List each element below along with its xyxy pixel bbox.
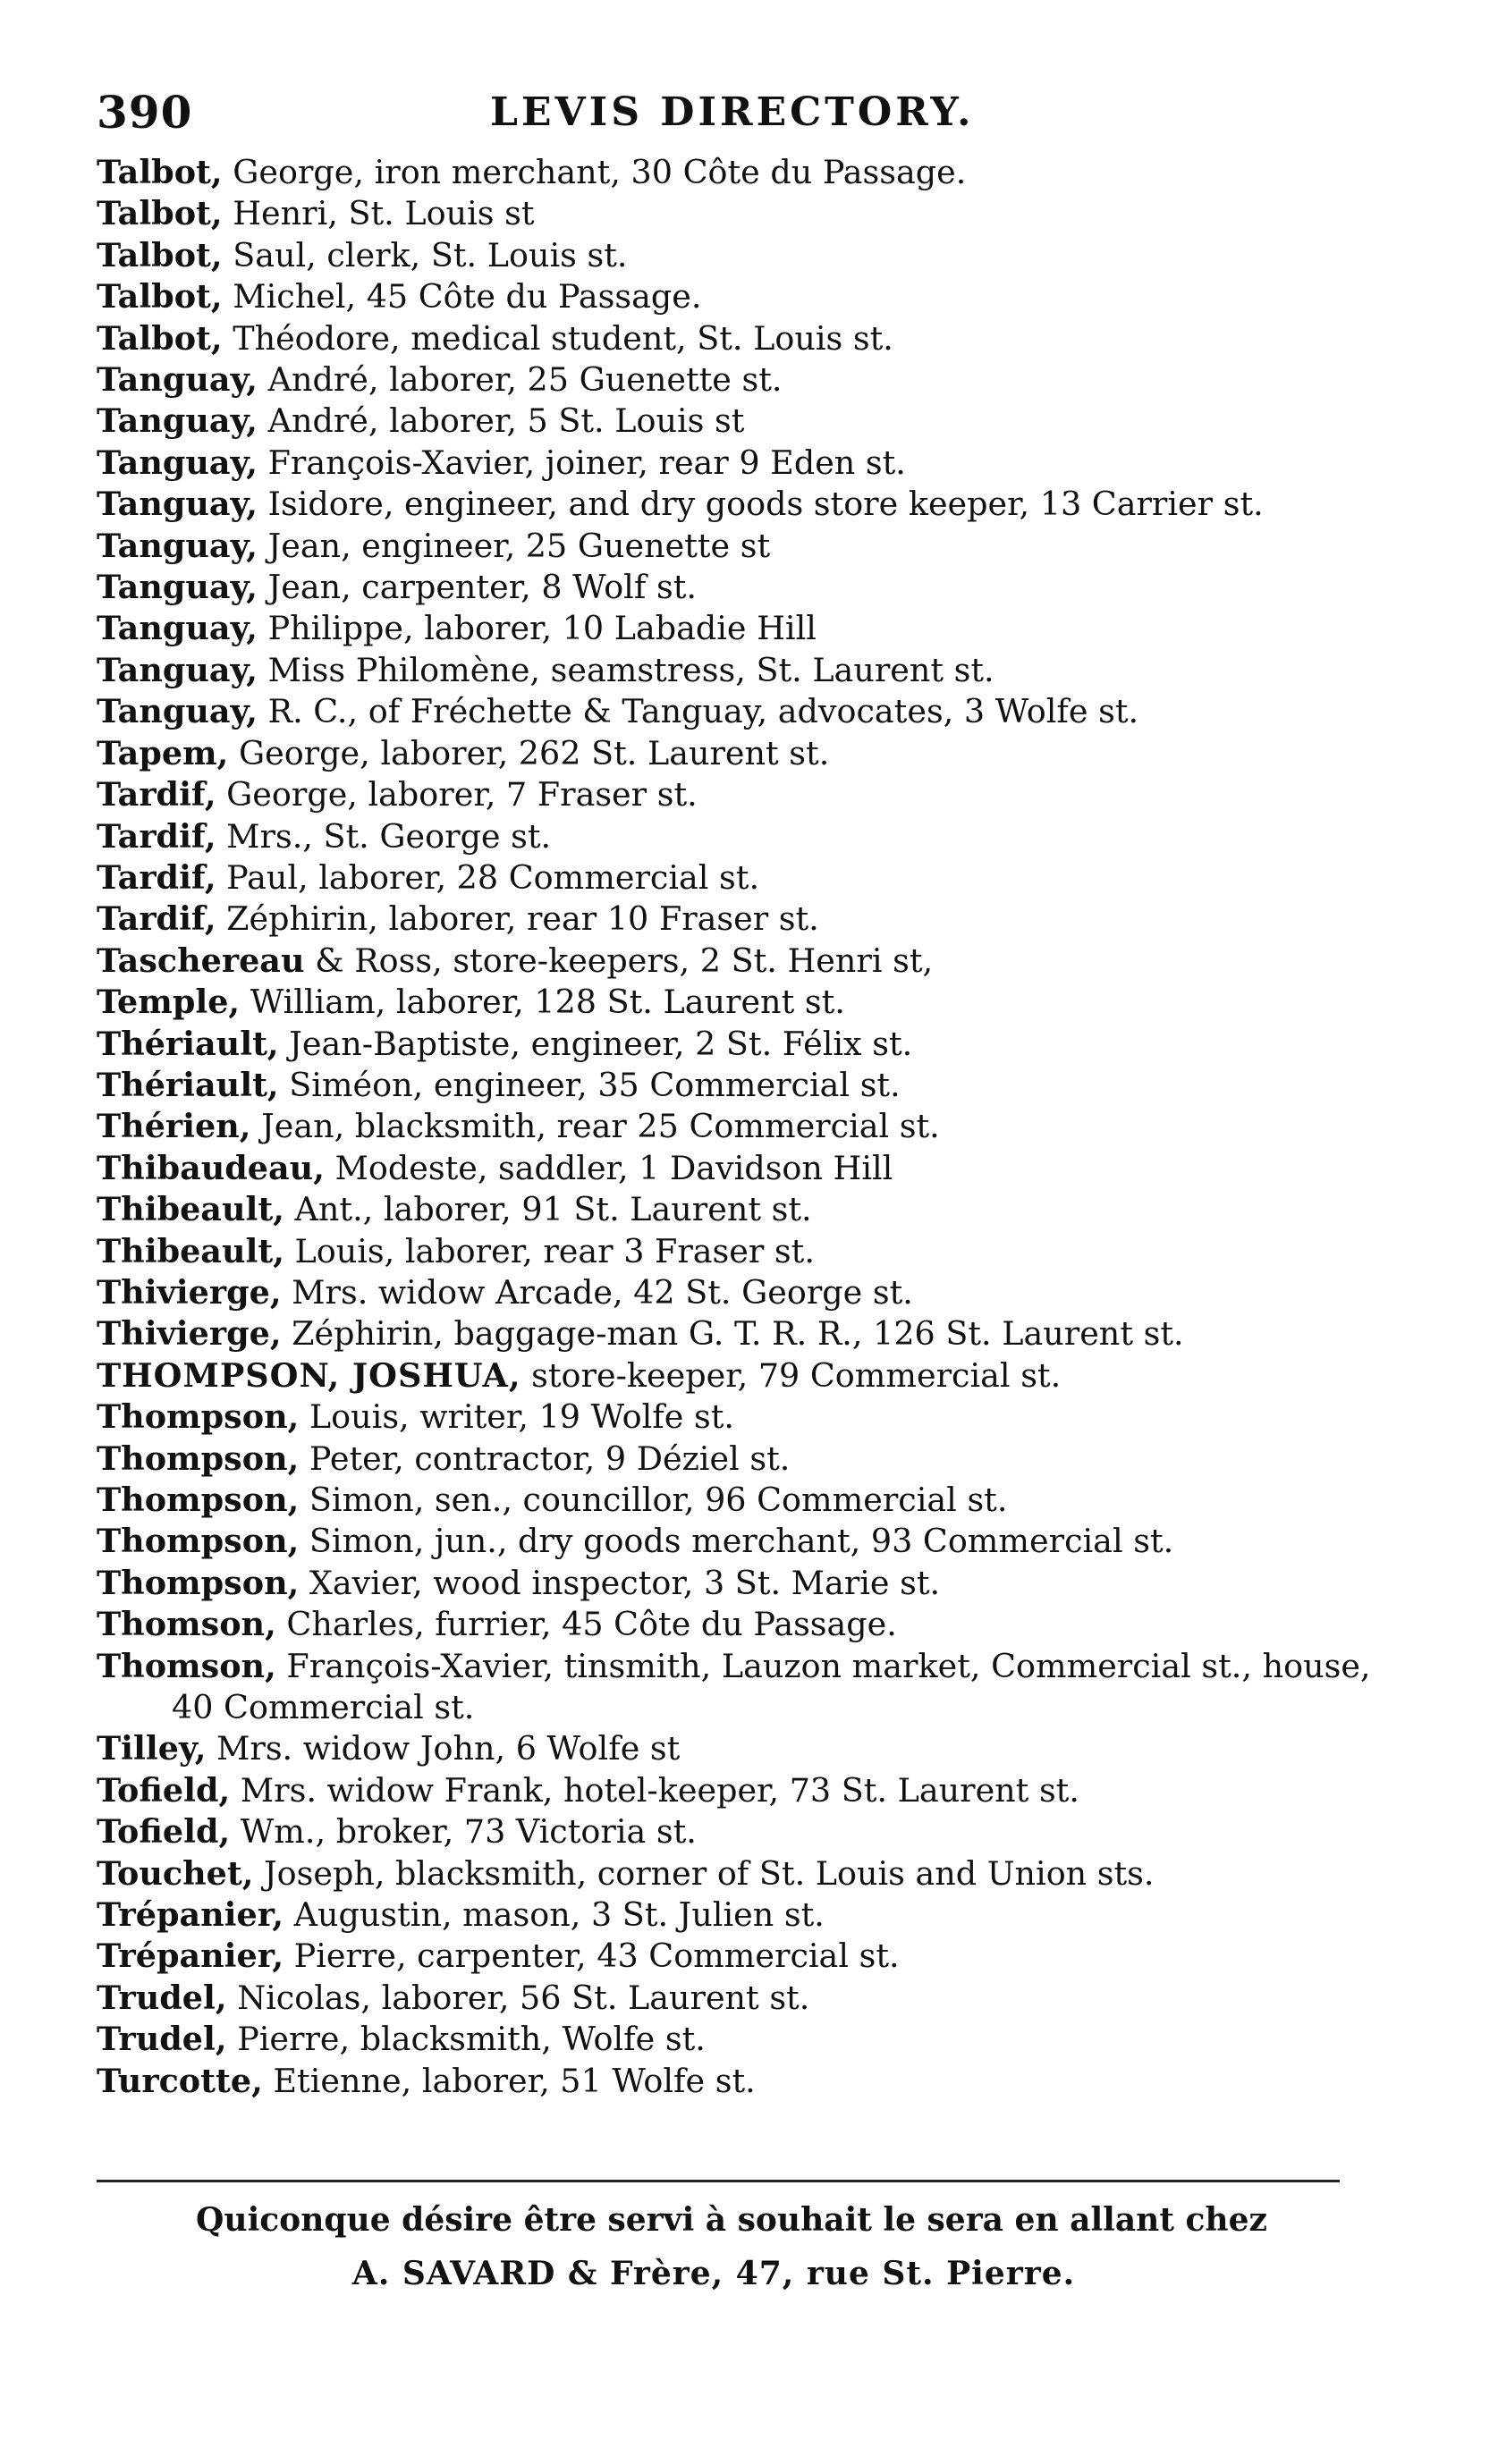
entry-details: Siméon, engineer, 35 Commercial st. xyxy=(278,1065,901,1104)
entry-details: Mrs., St. George st. xyxy=(216,816,552,856)
directory-entry xyxy=(97,1397,1384,1438)
directory-entry xyxy=(97,608,1384,649)
entry-surname: Tanguay, xyxy=(97,609,258,648)
entry-surname: Thivierge, xyxy=(97,1272,282,1312)
entry-surname: Thompson, xyxy=(97,1481,300,1519)
entry-surname: Thibeault, xyxy=(97,1231,284,1270)
entry-details: George, iron merchant, 30 Côte du Passage. xyxy=(222,153,967,191)
entry-details: Simon, sen., councillor, 96 Commercial st. xyxy=(299,1481,1008,1519)
entry-details: Charles, furrier, 45 Côte du Passage. xyxy=(275,1605,897,1644)
advertisement-footer xyxy=(97,2180,1384,2350)
entry-details: Ant., laborer, 91 St. Laurent st. xyxy=(284,1190,812,1229)
directory-entry xyxy=(97,1728,1384,1769)
entry-surname: Talbot, xyxy=(97,235,223,274)
directory-entry xyxy=(97,1231,1384,1272)
entry-details: Mrs. widow Arcade, 42 St. George st. xyxy=(281,1272,913,1312)
entry-surname: Talbot, xyxy=(97,153,223,191)
entry-surname: THOMPSON, JOSHUA, xyxy=(97,1355,521,1395)
directory-entry xyxy=(97,359,1384,401)
entry-details: Etienne, laborer, 51 Wolfe st. xyxy=(262,2061,756,2100)
advertisement-line-2: A. SAVARD & Frère, 47, rue St. Pierre. xyxy=(351,2255,1076,2292)
entry-surname: Tardif, xyxy=(97,857,216,897)
entry-surname: Thompson, xyxy=(97,1439,300,1478)
directory-entry xyxy=(97,567,1384,608)
entry-surname: Tofield, xyxy=(97,1770,231,1810)
entry-surname: Thivierge, xyxy=(97,1314,282,1354)
directory-entry xyxy=(97,1480,1384,1521)
entry-details: Henri, St. Louis st xyxy=(222,194,535,233)
directory-entry xyxy=(97,193,1384,234)
entry-details: Wm., broker, 73 Victoria st. xyxy=(230,1812,697,1852)
entry-surname: Thérien, xyxy=(97,1107,251,1146)
directory-entries xyxy=(97,152,1384,2102)
entry-surname: Tardif, xyxy=(97,775,216,814)
directory-entry xyxy=(97,1894,1384,1936)
entry-details: & Ross, store-keepers, 2 St. Henri st, xyxy=(304,941,934,980)
entry-details: Mrs. widow John, 6 Wolfe st xyxy=(206,1729,681,1768)
directory-entry xyxy=(97,650,1384,691)
entry-details: André, laborer, 25 Guenette st. xyxy=(258,360,783,400)
entry-surname: Thériault, xyxy=(97,1024,279,1063)
entry-surname: Thompson, xyxy=(97,1397,300,1437)
entry-details: Michel, 45 Côte du Passage. xyxy=(222,277,702,316)
directory-entry xyxy=(97,1978,1384,2019)
entry-details: François-Xavier, tinsmith, Lauzon market, Commercial st., house, 40 Commercial st. xyxy=(172,1646,1371,1727)
directory-entry xyxy=(97,443,1384,484)
directory-entry xyxy=(97,1355,1384,1397)
directory-entry xyxy=(97,1604,1384,1645)
entry-details: George, laborer, 7 Fraser st. xyxy=(216,775,698,814)
directory-entry xyxy=(97,1936,1384,1977)
entry-details: store-keeper, 79 Commercial st. xyxy=(520,1355,1062,1395)
entry-surname: Tofield, xyxy=(97,1812,231,1852)
entry-surname: Tanguay, xyxy=(97,401,258,441)
entry-surname: Tardif, xyxy=(97,899,216,939)
entry-surname: Tanguay, xyxy=(97,692,258,731)
entry-surname: Thompson, xyxy=(97,1522,300,1561)
entry-details: Jean, engineer, 25 Guenette st xyxy=(258,526,771,565)
entry-details: Louis, laborer, rear 3 Fraser st. xyxy=(284,1231,815,1270)
page-header xyxy=(97,86,1367,139)
directory-entry xyxy=(97,1439,1384,1480)
entry-details: Saul, clerk, St. Louis st. xyxy=(222,235,628,274)
directory-entry xyxy=(97,1770,1384,1811)
entry-surname: Taschereau xyxy=(97,941,305,980)
directory-entry xyxy=(97,816,1384,857)
entry-details: Pierre, carpenter, 43 Commercial st. xyxy=(284,1937,900,1976)
divider-rule xyxy=(97,2180,1340,2182)
entry-surname: Tanguay, xyxy=(97,650,258,689)
directory-entry xyxy=(97,857,1384,899)
directory-entry xyxy=(97,1106,1384,1147)
directory-entry xyxy=(97,318,1384,359)
entry-details: Philippe, laborer, 10 Labadie Hill xyxy=(258,609,817,648)
entry-surname: Temple, xyxy=(97,983,241,1022)
entry-surname: Tanguay, xyxy=(97,568,258,607)
entry-details: Simon, jun., dry goods merchant, 93 Commercial st. xyxy=(299,1522,1174,1561)
directory-entry xyxy=(97,941,1384,982)
entry-surname: Touchet, xyxy=(97,1853,254,1893)
directory-entry xyxy=(97,401,1384,442)
entry-details: Zéphirin, laborer, rear 10 Fraser st. xyxy=(216,899,819,939)
directory-entry xyxy=(97,1065,1384,1106)
entry-details: Peter, contractor, 9 Déziel st. xyxy=(299,1439,791,1478)
directory-entry xyxy=(97,1024,1384,1065)
entry-surname: Tanguay, xyxy=(97,360,258,400)
entry-details: Théodore, medical student, St. Louis st. xyxy=(222,318,893,358)
entry-surname: Thomson, xyxy=(97,1646,276,1685)
entry-surname: Thompson, xyxy=(97,1563,300,1602)
entry-surname: Tilley, xyxy=(97,1729,207,1768)
entry-details: Jean, carpenter, 8 Wolf st. xyxy=(258,568,697,607)
entry-details: Jean, blacksmith, rear 25 Commercial st. xyxy=(250,1107,940,1146)
entry-surname: Trépanier, xyxy=(97,1937,284,1976)
entry-surname: Thibeault, xyxy=(97,1190,284,1229)
entry-details: Paul, laborer, 28 Commercial st. xyxy=(216,857,760,897)
directory-entry xyxy=(97,774,1384,815)
entry-surname: Tanguay, xyxy=(97,443,258,482)
entry-details: Isidore, engineer, and dry goods store keeper, 13 Carrier st. xyxy=(258,485,1264,524)
entry-details: Xavier, wood inspector, 3 St. Marie st. xyxy=(299,1563,941,1602)
running-title: LEVIS DIRECTORY. xyxy=(490,89,975,135)
directory-entry xyxy=(97,235,1384,276)
advertisement-line-1: Quiconque désire être servi à souhait le sera en allant chez xyxy=(196,2201,1267,2239)
directory-entry xyxy=(97,1148,1384,1189)
directory-entry xyxy=(97,152,1384,193)
entry-surname: Tapem, xyxy=(97,733,229,772)
entry-details: Zéphirin, baggage-man G. T. R. R., 126 St. Laurent st. xyxy=(281,1314,1184,1354)
entry-surname: Thériault, xyxy=(97,1065,279,1104)
entry-details: André, laborer, 5 St. Louis st xyxy=(258,401,745,441)
entry-details: R. C., of Fréchette & Tanguay, advocates, 3 Wolfe st. xyxy=(258,692,1139,731)
directory-entry xyxy=(97,276,1384,317)
entry-details: George, laborer, 262 St. Laurent st. xyxy=(228,733,830,772)
entry-details: Mrs. widow Frank, hotel-keeper, 73 St. Laurent st. xyxy=(230,1770,1079,1810)
entry-details: Modeste, saddler, 1 Davidson Hill xyxy=(324,1148,893,1187)
entry-surname: Talbot, xyxy=(97,277,223,316)
entry-details: François-Xavier, joiner, rear 9 Eden st. xyxy=(258,443,906,482)
entry-details: Louis, writer, 19 Wolfe st. xyxy=(299,1397,734,1437)
directory-entry xyxy=(97,1646,1384,1729)
entry-surname: Thibaudeau, xyxy=(97,1148,325,1187)
directory-entry xyxy=(97,2061,1384,2102)
entry-surname: Thomson, xyxy=(97,1605,276,1644)
entry-surname: Trudel, xyxy=(97,1978,227,2017)
entry-surname: Tardif, xyxy=(97,816,216,856)
entry-surname: Talbot, xyxy=(97,194,223,233)
directory-entry xyxy=(97,1811,1384,1852)
directory-entry xyxy=(97,526,1384,567)
entry-details: Augustin, mason, 3 St. Julien st. xyxy=(284,1895,825,1935)
entry-surname: Talbot, xyxy=(97,318,223,358)
page-number: 390 xyxy=(97,86,193,139)
directory-entry xyxy=(97,1272,1384,1313)
entry-details: Pierre, blacksmith, Wolfe st. xyxy=(226,2020,706,2059)
entry-details: Miss Philomène, seamstress, St. Laurent st. xyxy=(258,650,994,689)
directory-entry xyxy=(97,484,1384,525)
directory-entry xyxy=(97,1313,1384,1354)
directory-entry xyxy=(97,899,1384,940)
directory-entry xyxy=(97,1563,1384,1604)
entry-surname: Tanguay, xyxy=(97,485,258,524)
directory-entry xyxy=(97,2019,1384,2060)
directory-entry xyxy=(97,691,1384,732)
entry-details: Joseph, blacksmith, corner of St. Louis and Union sts. xyxy=(253,1853,1155,1893)
directory-entry xyxy=(97,1853,1384,1894)
directory-entry xyxy=(97,1521,1384,1562)
entry-surname: Trépanier, xyxy=(97,1895,284,1935)
entry-surname: Trudel, xyxy=(97,2020,227,2059)
directory-entry xyxy=(97,1189,1384,1230)
entry-details: Nicolas, laborer, 56 St. Laurent st. xyxy=(226,1978,810,2017)
entry-surname: Turcotte, xyxy=(97,2061,263,2100)
entry-details: Jean-Baptiste, engineer, 2 St. Félix st. xyxy=(278,1024,913,1063)
directory-entry xyxy=(97,982,1384,1023)
entry-surname: Tanguay, xyxy=(97,526,258,565)
entry-details: William, laborer, 128 St. Laurent st. xyxy=(240,983,845,1022)
directory-entry xyxy=(97,733,1384,774)
